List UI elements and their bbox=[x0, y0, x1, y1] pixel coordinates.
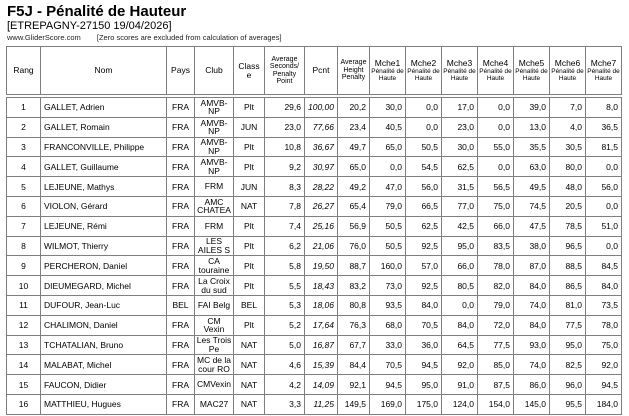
cell-country: FRA bbox=[167, 157, 195, 177]
cell-round-penalty: 86,0 bbox=[514, 375, 550, 395]
round-label: Mche1 bbox=[374, 58, 401, 68]
cell-country: FRA bbox=[167, 315, 195, 335]
cell-country: FRA bbox=[167, 196, 195, 216]
cell-round-penalty: 8,0 bbox=[586, 98, 622, 118]
cell-round-penalty: 78,5 bbox=[550, 216, 586, 236]
cell-rank: 12 bbox=[7, 315, 41, 335]
cell-name: DIEUMEGARD, Michel bbox=[41, 276, 167, 296]
cell-round-penalty: 77,5 bbox=[478, 335, 514, 355]
column-header-pays: Pays bbox=[167, 47, 195, 95]
cell-club: LES AILES S bbox=[195, 236, 234, 256]
gliderscore-url: www.GliderScore.com bbox=[7, 33, 81, 42]
round-sub-label: Pénalité de Haute bbox=[407, 68, 440, 82]
cell-round-penalty: 95,0 bbox=[550, 335, 586, 355]
cell-class: Plt bbox=[234, 236, 265, 256]
cell-avg-seconds: 5,5 bbox=[265, 276, 305, 296]
cell-round-penalty: 92,0 bbox=[442, 355, 478, 375]
round-sub-label: Pénalité de Haute bbox=[587, 68, 620, 82]
cell-club: FRM bbox=[195, 216, 234, 236]
table-row bbox=[7, 157, 622, 177]
cell-round-penalty: 87,5 bbox=[478, 375, 514, 395]
cell-round-penalty: 86,5 bbox=[550, 276, 586, 296]
cell-pcnt: 21,06 bbox=[305, 236, 338, 256]
cell-round-penalty: 33,0 bbox=[370, 335, 406, 355]
cell-round-penalty: 0,0 bbox=[586, 157, 622, 177]
cell-avg-seconds: 4,2 bbox=[265, 375, 305, 395]
cell-avg-height-penalty: 56,9 bbox=[338, 216, 370, 236]
cell-round-penalty: 87,0 bbox=[514, 256, 550, 276]
table-row bbox=[7, 295, 622, 315]
cell-class: Plt bbox=[234, 157, 265, 177]
cell-name: MATTHIEU, Hugues bbox=[41, 394, 167, 414]
cell-club: CMVexin bbox=[195, 375, 234, 395]
cell-round-penalty: 92,5 bbox=[406, 236, 442, 256]
cell-avg-seconds: 7,4 bbox=[265, 216, 305, 236]
cell-round-penalty: 68,0 bbox=[370, 315, 406, 335]
column-header-mche7 bbox=[586, 47, 622, 95]
cell-avg-seconds: 5,2 bbox=[265, 315, 305, 335]
results-body bbox=[7, 98, 622, 415]
cell-avg-height-penalty: 83,2 bbox=[338, 276, 370, 296]
cell-avg-height-penalty: 65,0 bbox=[338, 157, 370, 177]
cell-round-penalty: 54,5 bbox=[406, 157, 442, 177]
column-header-nom: Nom bbox=[41, 47, 167, 95]
cell-round-penalty: 30,5 bbox=[550, 137, 586, 157]
results-header-table bbox=[6, 46, 622, 95]
cell-name: WILMOT, Thierry bbox=[41, 236, 167, 256]
cell-round-penalty: 92,5 bbox=[406, 276, 442, 296]
cell-avg-height-penalty: 23,4 bbox=[338, 117, 370, 137]
cell-rank: 8 bbox=[7, 236, 41, 256]
cell-round-penalty: 0,0 bbox=[586, 196, 622, 216]
cell-pcnt: 18,43 bbox=[305, 276, 338, 296]
cell-pcnt: 19,50 bbox=[305, 256, 338, 276]
round-sub-label: Pénalité de Haute bbox=[443, 68, 476, 82]
cell-avg-height-penalty: 92,1 bbox=[338, 375, 370, 395]
round-label: Mche3 bbox=[446, 58, 473, 68]
cell-avg-height-penalty: 80,8 bbox=[338, 295, 370, 315]
cell-round-penalty: 47,5 bbox=[514, 216, 550, 236]
cell-rank: 2 bbox=[7, 117, 41, 137]
cell-round-penalty: 184,0 bbox=[586, 394, 622, 414]
cell-round-penalty: 17,0 bbox=[442, 98, 478, 118]
cell-country: FRA bbox=[167, 355, 195, 375]
cell-round-penalty: 66,5 bbox=[406, 196, 442, 216]
column-header-avg-height: Average Height Penalty bbox=[338, 47, 370, 95]
cell-round-penalty: 0,0 bbox=[586, 236, 622, 256]
column-header-mche4 bbox=[478, 47, 514, 95]
cell-pcnt: 17,64 bbox=[305, 315, 338, 335]
cell-round-penalty: 93,5 bbox=[370, 295, 406, 315]
cell-round-penalty: 57,0 bbox=[406, 256, 442, 276]
cell-country: FRA bbox=[167, 375, 195, 395]
event-info: [ETREPAGNY-27150 19/04/2026] bbox=[7, 20, 172, 32]
table-row bbox=[7, 216, 622, 236]
cell-club: AMVB-NP bbox=[195, 117, 234, 137]
cell-name: MALABAT, Michel bbox=[41, 355, 167, 375]
cell-class: Plt bbox=[234, 98, 265, 118]
cell-round-penalty: 84,0 bbox=[442, 315, 478, 335]
cell-pcnt: 28,22 bbox=[305, 177, 338, 197]
cell-avg-seconds: 23,0 bbox=[265, 117, 305, 137]
cell-round-penalty: 80,0 bbox=[550, 157, 586, 177]
cell-round-penalty: 30,0 bbox=[442, 137, 478, 157]
cell-round-penalty: 0,0 bbox=[478, 98, 514, 118]
cell-round-penalty: 77,0 bbox=[442, 196, 478, 216]
cell-name: FRANCONVILLE, Philippe bbox=[41, 137, 167, 157]
cell-country: FRA bbox=[167, 335, 195, 355]
cell-round-penalty: 94,5 bbox=[586, 375, 622, 395]
cell-round-penalty: 84,0 bbox=[586, 276, 622, 296]
table-row bbox=[7, 177, 622, 197]
page-title: F5J - Pénalité de Hauteur bbox=[7, 3, 187, 20]
cell-round-penalty: 84,0 bbox=[406, 295, 442, 315]
cell-club: CA touraine bbox=[195, 256, 234, 276]
cell-country: FRA bbox=[167, 276, 195, 296]
cell-round-penalty: 92,0 bbox=[586, 355, 622, 375]
cell-round-penalty: 23,0 bbox=[442, 117, 478, 137]
cell-round-penalty: 66,0 bbox=[478, 216, 514, 236]
cell-class: Plt bbox=[234, 137, 265, 157]
cell-avg-seconds: 9,2 bbox=[265, 157, 305, 177]
cell-club: MC de la cour RO bbox=[195, 355, 234, 375]
cell-round-penalty: 62,5 bbox=[442, 157, 478, 177]
cell-round-penalty: 78,0 bbox=[478, 256, 514, 276]
cell-rank: 13 bbox=[7, 335, 41, 355]
cell-pcnt: 11,25 bbox=[305, 394, 338, 414]
cell-round-penalty: 154,0 bbox=[478, 394, 514, 414]
cell-club: La Croix du sud bbox=[195, 276, 234, 296]
cell-avg-seconds: 5,8 bbox=[265, 256, 305, 276]
cell-round-penalty: 50,5 bbox=[370, 236, 406, 256]
cell-avg-height-penalty: 67,7 bbox=[338, 335, 370, 355]
cell-pcnt: 77,66 bbox=[305, 117, 338, 137]
cell-round-penalty: 72,0 bbox=[478, 315, 514, 335]
cell-round-penalty: 56,5 bbox=[478, 177, 514, 197]
cell-round-penalty: 49,5 bbox=[514, 177, 550, 197]
cell-class: NAT bbox=[234, 394, 265, 414]
cell-avg-height-penalty: 76,3 bbox=[338, 315, 370, 335]
column-header-mche2 bbox=[406, 47, 442, 95]
cell-class: Plt bbox=[234, 315, 265, 335]
cell-round-penalty: 42,5 bbox=[442, 216, 478, 236]
cell-country: FRA bbox=[167, 117, 195, 137]
cell-round-penalty: 55,0 bbox=[478, 137, 514, 157]
table-row bbox=[7, 394, 622, 414]
cell-name: CHALIMON, Daniel bbox=[41, 315, 167, 335]
cell-country: FRA bbox=[167, 216, 195, 236]
round-label: Mche4 bbox=[482, 58, 509, 68]
column-header-mche6 bbox=[550, 47, 586, 95]
cell-pcnt: 30,97 bbox=[305, 157, 338, 177]
cell-round-penalty: 95,0 bbox=[442, 236, 478, 256]
cell-round-penalty: 84,0 bbox=[514, 276, 550, 296]
cell-round-penalty: 81,5 bbox=[586, 137, 622, 157]
cell-pcnt: 16,87 bbox=[305, 335, 338, 355]
cell-class: JUN bbox=[234, 177, 265, 197]
cell-round-penalty: 82,5 bbox=[550, 355, 586, 375]
cell-name: PERCHERON, Daniel bbox=[41, 256, 167, 276]
cell-name: VIOLON, Gérard bbox=[41, 196, 167, 216]
cell-avg-height-penalty: 65,4 bbox=[338, 196, 370, 216]
column-header-avg-seconds: Average Seconds/ Penalty Point bbox=[265, 47, 305, 95]
cell-round-penalty: 39,0 bbox=[514, 98, 550, 118]
cell-round-penalty: 48,0 bbox=[550, 177, 586, 197]
round-label: Mche5 bbox=[518, 58, 545, 68]
table-row bbox=[7, 256, 622, 276]
cell-rank: 3 bbox=[7, 137, 41, 157]
cell-pcnt: 25,16 bbox=[305, 216, 338, 236]
cell-round-penalty: 74,5 bbox=[514, 196, 550, 216]
cell-round-penalty: 56,0 bbox=[586, 177, 622, 197]
cell-avg-seconds: 7,8 bbox=[265, 196, 305, 216]
cell-rank: 15 bbox=[7, 375, 41, 395]
cell-avg-height-penalty: 49,7 bbox=[338, 137, 370, 157]
cell-round-penalty: 36,0 bbox=[406, 335, 442, 355]
cell-round-penalty: 93,0 bbox=[514, 335, 550, 355]
cell-club: FRM bbox=[195, 177, 234, 197]
cell-round-penalty: 70,5 bbox=[406, 315, 442, 335]
column-header-mche3 bbox=[442, 47, 478, 95]
cell-club: AMVB-NP bbox=[195, 137, 234, 157]
cell-round-penalty: 77,5 bbox=[550, 315, 586, 335]
cell-round-penalty: 160,0 bbox=[370, 256, 406, 276]
cell-round-penalty: 30,0 bbox=[370, 98, 406, 118]
column-header-mche5 bbox=[514, 47, 550, 95]
cell-pcnt: 26,27 bbox=[305, 196, 338, 216]
cell-round-penalty: 65,0 bbox=[370, 137, 406, 157]
cell-class: NAT bbox=[234, 196, 265, 216]
cell-avg-seconds: 5,0 bbox=[265, 335, 305, 355]
cell-round-penalty: 31,5 bbox=[442, 177, 478, 197]
cell-rank: 9 bbox=[7, 256, 41, 276]
cell-country: FRA bbox=[167, 137, 195, 157]
cell-round-penalty: 40,5 bbox=[370, 117, 406, 137]
cell-name: FAUCON, Didier bbox=[41, 375, 167, 395]
cell-round-penalty: 79,0 bbox=[370, 196, 406, 216]
cell-round-penalty: 0,0 bbox=[406, 98, 442, 118]
cell-avg-height-penalty: 20,2 bbox=[338, 98, 370, 118]
cell-round-penalty: 36,5 bbox=[586, 117, 622, 137]
cell-name: GALLET, Guillaume bbox=[41, 157, 167, 177]
cell-rank: 1 bbox=[7, 98, 41, 118]
cell-round-penalty: 74,0 bbox=[514, 355, 550, 375]
column-header-club: Club bbox=[195, 47, 234, 95]
cell-round-penalty: 91,0 bbox=[442, 375, 478, 395]
cell-round-penalty: 20,5 bbox=[550, 196, 586, 216]
cell-round-penalty: 0,0 bbox=[370, 157, 406, 177]
cell-round-penalty: 50,5 bbox=[406, 137, 442, 157]
cell-name: DUFOUR, Jean-Luc bbox=[41, 295, 167, 315]
cell-round-penalty: 51,0 bbox=[586, 216, 622, 236]
cell-round-penalty: 96,5 bbox=[550, 236, 586, 256]
round-sub-label: Pénalité de Haute bbox=[515, 68, 548, 82]
cell-country: FRA bbox=[167, 394, 195, 414]
cell-round-penalty: 7,0 bbox=[550, 98, 586, 118]
cell-rank: 6 bbox=[7, 196, 41, 216]
cell-avg-seconds: 8,3 bbox=[265, 177, 305, 197]
cell-club: CM Vexin bbox=[195, 315, 234, 335]
round-sub-label: Pénalité de Haute bbox=[371, 68, 404, 82]
cell-club: MAC27 bbox=[195, 394, 234, 414]
table-row bbox=[7, 98, 622, 118]
cell-country: FRA bbox=[167, 236, 195, 256]
cell-class: NAT bbox=[234, 355, 265, 375]
cell-round-penalty: 70,5 bbox=[370, 355, 406, 375]
cell-name: LEJEUNE, Mathys bbox=[41, 177, 167, 197]
cell-club: FAI Belg bbox=[195, 295, 234, 315]
table-row bbox=[7, 375, 622, 395]
table-row bbox=[7, 276, 622, 296]
cell-round-penalty: 95,5 bbox=[550, 394, 586, 414]
column-header-pcnt: Pcnt bbox=[305, 47, 338, 95]
cell-round-penalty: 169,0 bbox=[370, 394, 406, 414]
table-row bbox=[7, 236, 622, 256]
cell-round-penalty: 38,0 bbox=[514, 236, 550, 256]
cell-avg-seconds: 5,3 bbox=[265, 295, 305, 315]
cell-round-penalty: 13,0 bbox=[514, 117, 550, 137]
cell-round-penalty: 0,0 bbox=[478, 157, 514, 177]
cell-pcnt: 100,00 bbox=[305, 98, 338, 118]
cell-pcnt: 18,06 bbox=[305, 295, 338, 315]
cell-rank: 10 bbox=[7, 276, 41, 296]
cell-round-penalty: 73,0 bbox=[370, 276, 406, 296]
cell-avg-seconds: 29,6 bbox=[265, 98, 305, 118]
cell-round-penalty: 35,5 bbox=[514, 137, 550, 157]
column-header-classe: Classe bbox=[234, 47, 265, 95]
cell-round-penalty: 47,0 bbox=[370, 177, 406, 197]
cell-round-penalty: 0,0 bbox=[406, 117, 442, 137]
cell-avg-height-penalty: 88,7 bbox=[338, 256, 370, 276]
averages-note: [Zero scores are excluded from calculation of averages] bbox=[96, 33, 282, 42]
round-sub-label: Pénalité de Haute bbox=[551, 68, 584, 82]
cell-round-penalty: 124,0 bbox=[442, 394, 478, 414]
cell-round-penalty: 66,0 bbox=[442, 256, 478, 276]
cell-pcnt: 15,39 bbox=[305, 355, 338, 375]
results-table bbox=[6, 97, 622, 415]
cell-class: JUN bbox=[234, 117, 265, 137]
cell-round-penalty: 78,0 bbox=[586, 315, 622, 335]
cell-round-penalty: 85,0 bbox=[478, 355, 514, 375]
cell-avg-seconds: 3,3 bbox=[265, 394, 305, 414]
cell-round-penalty: 80,5 bbox=[442, 276, 478, 296]
cell-round-penalty: 145,0 bbox=[514, 394, 550, 414]
cell-round-penalty: 73,5 bbox=[586, 295, 622, 315]
cell-rank: 7 bbox=[7, 216, 41, 236]
cell-round-penalty: 79,0 bbox=[478, 295, 514, 315]
cell-class: BEL bbox=[234, 295, 265, 315]
cell-round-penalty: 50,5 bbox=[370, 216, 406, 236]
cell-avg-height-penalty: 84,4 bbox=[338, 355, 370, 375]
cell-club: AMVB-NP bbox=[195, 157, 234, 177]
cell-avg-seconds: 6,2 bbox=[265, 236, 305, 256]
cell-round-penalty: 63,0 bbox=[514, 157, 550, 177]
cell-avg-height-penalty: 76,0 bbox=[338, 236, 370, 256]
cell-rank: 16 bbox=[7, 394, 41, 414]
cell-name: TCHATALIAN, Bruno bbox=[41, 335, 167, 355]
cell-round-penalty: 0,0 bbox=[442, 295, 478, 315]
cell-round-penalty: 175,0 bbox=[406, 394, 442, 414]
cell-class: Plt bbox=[234, 216, 265, 236]
round-label: Mche6 bbox=[554, 58, 581, 68]
cell-country: BEL bbox=[167, 295, 195, 315]
cell-round-penalty: 96,0 bbox=[550, 375, 586, 395]
table-row bbox=[7, 196, 622, 216]
cell-avg-height-penalty: 149,5 bbox=[338, 394, 370, 414]
round-sub-label: Pénalité de Haute bbox=[479, 68, 512, 82]
cell-rank: 5 bbox=[7, 177, 41, 197]
cell-club: Les Trois Pe bbox=[195, 335, 234, 355]
cell-round-penalty: 74,0 bbox=[514, 295, 550, 315]
cell-round-penalty: 88,5 bbox=[550, 256, 586, 276]
table-row bbox=[7, 137, 622, 157]
cell-round-penalty: 81,0 bbox=[550, 295, 586, 315]
cell-round-penalty: 94,5 bbox=[406, 355, 442, 375]
cell-pcnt: 14,09 bbox=[305, 375, 338, 395]
cell-country: FRA bbox=[167, 98, 195, 118]
cell-country: FRA bbox=[167, 256, 195, 276]
table-row bbox=[7, 335, 622, 355]
cell-round-penalty: 75,0 bbox=[586, 335, 622, 355]
cell-round-penalty: 75,0 bbox=[478, 196, 514, 216]
cell-round-penalty: 84,0 bbox=[514, 315, 550, 335]
cell-club: AMC CHATEA bbox=[195, 196, 234, 216]
cell-class: Plt bbox=[234, 256, 265, 276]
cell-name: LEJEUNE, Rémi bbox=[41, 216, 167, 236]
cell-class: NAT bbox=[234, 335, 265, 355]
cell-avg-seconds: 4,6 bbox=[265, 355, 305, 375]
column-header-mche1 bbox=[370, 47, 406, 95]
cell-round-penalty: 84,5 bbox=[586, 256, 622, 276]
cell-avg-seconds: 10,8 bbox=[265, 137, 305, 157]
cell-round-penalty: 62,5 bbox=[406, 216, 442, 236]
cell-club: AMVB-NP bbox=[195, 98, 234, 118]
cell-name: GALLET, Romain bbox=[41, 117, 167, 137]
cell-round-penalty: 4,0 bbox=[550, 117, 586, 137]
cell-round-penalty: 95,0 bbox=[406, 375, 442, 395]
cell-class: Plt bbox=[234, 276, 265, 296]
cell-round-penalty: 94,5 bbox=[370, 375, 406, 395]
round-label: Mche7 bbox=[590, 58, 617, 68]
cell-rank: 11 bbox=[7, 295, 41, 315]
column-header-rang: Rang bbox=[7, 47, 41, 95]
cell-round-penalty: 83,5 bbox=[478, 236, 514, 256]
cell-round-penalty: 56,0 bbox=[406, 177, 442, 197]
cell-class: NAT bbox=[234, 375, 265, 395]
cell-pcnt: 36,67 bbox=[305, 137, 338, 157]
cell-name: GALLET, Adrien bbox=[41, 98, 167, 118]
cell-round-penalty: 0,0 bbox=[478, 117, 514, 137]
report-meta bbox=[7, 33, 282, 42]
table-row bbox=[7, 117, 622, 137]
cell-round-penalty: 64,5 bbox=[442, 335, 478, 355]
table-row bbox=[7, 315, 622, 335]
cell-rank: 4 bbox=[7, 157, 41, 177]
round-label: Mche2 bbox=[410, 58, 437, 68]
cell-avg-height-penalty: 49,2 bbox=[338, 177, 370, 197]
cell-country: FRA bbox=[167, 177, 195, 197]
cell-round-penalty: 82,0 bbox=[478, 276, 514, 296]
table-row bbox=[7, 355, 622, 375]
cell-rank: 14 bbox=[7, 355, 41, 375]
